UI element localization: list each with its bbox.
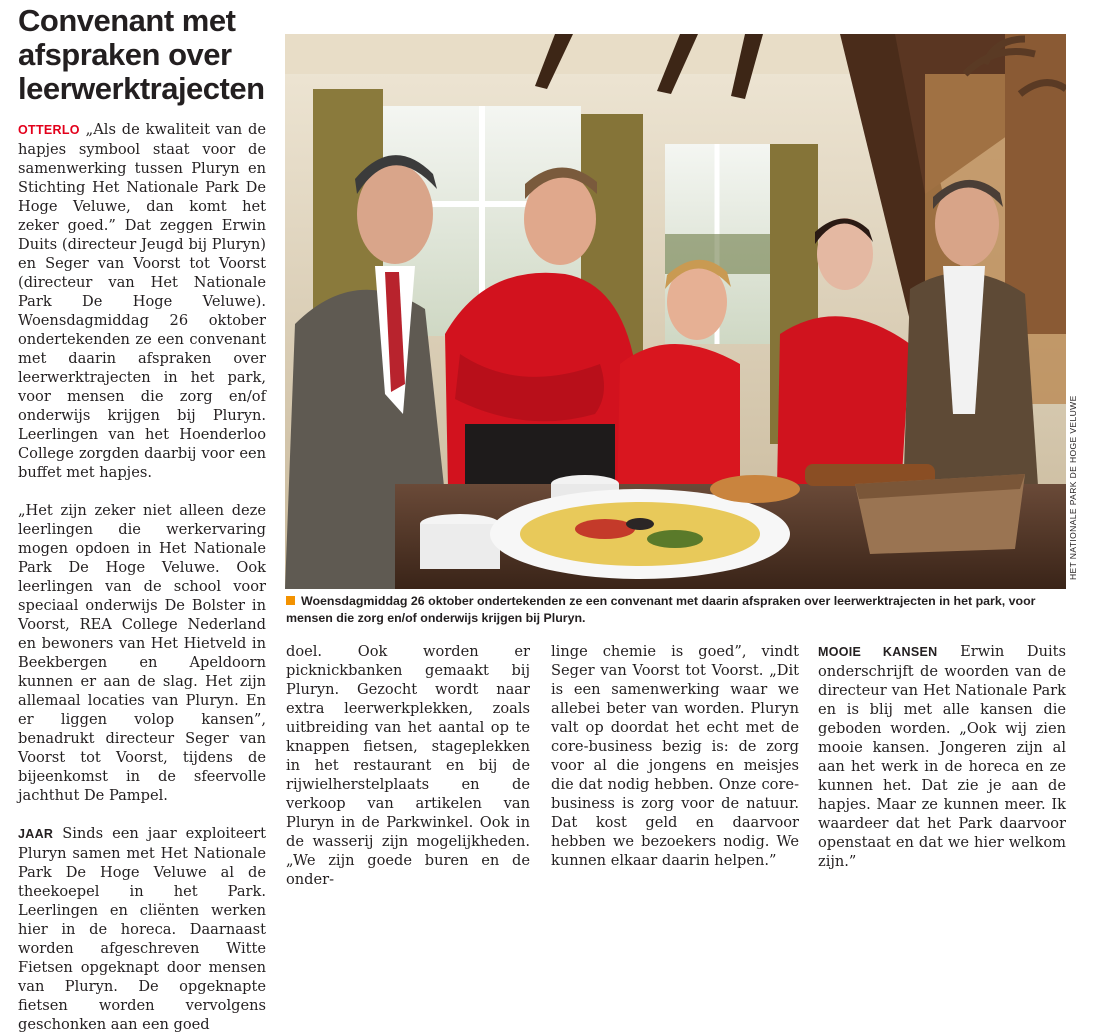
article-column-3 (551, 642, 799, 870)
intro-paragraph (18, 120, 266, 482)
intro-text: „Als de kwaliteit van de hapjes symbool staat voor de samenwerking tussen Pluryn en Stichting Het Nationale Park De Hoge Veluwe, dan komt het zeker goed.” Dat zeggen Erwin Duits (directeur Jeugd bij Pluryn) en Seger van Voorst tot Voorst (directeur van Het Nationale Park De Hoge Veluwe). Woensdagmiddag 26 oktober ondertekenden ze een convenant met daarin afspraken over leerwerktrajecten in het park, voor mensen die zorg en/of onderwijs krijgen bij Pluryn. Leerlingen van het Hoenderloo College zorgden daarbij voor een buffet met hapjes. (18, 121, 266, 481)
caption-square-icon (286, 596, 295, 605)
col3-text: linge chemie is goed”, vindt Seger van Voorst tot Voorst. „Dit is een samenwerking waar we allebei beter van worden. Pluryn valt op doordat het echt met de core-business bezig is: de zorg voor al die jongens en meisjes die dat nodig hebben. Onze core-business is zorg voor de natuur. Dat kost geld en daarvoor hebben we bezoekers nodig. We kunnen elkaar daarin helpen.” (551, 643, 799, 869)
headline: Convenant met afspraken over leerwerktrajecten (18, 3, 265, 106)
article-column-1 (18, 120, 266, 1034)
section-kansen-kicker: MOOIE KANSEN (818, 645, 938, 659)
section-jaar-kicker: JAAR (18, 827, 54, 841)
article-photo (285, 34, 1066, 589)
photo-illustration (285, 34, 1066, 589)
article-column-2 (286, 642, 530, 889)
photo-caption (286, 593, 1046, 627)
section-jaar-text: Sinds een jaar exploiteert Pluryn samen met Het Nationale Park De Hoge Veluwe al de theekoepel in het Park. Leerlingen en cliënten werken hier in de horeca. Daarnaast worden afgeschreven Witte Fietsen opgeknapt door mensen van Pluryn. De opgeknapte fietsen worden vervolgens geschonken aan een goed (18, 825, 266, 1033)
photo-credit: HET NATIONALE PARK DE HOGE VELUWE (1068, 395, 1078, 580)
col2-text: doel. Ook worden er picknickbanken gemaakt bij Pluryn. Gezocht wordt naar extra leerwerkplekken, zoals uitbreiding van het aantal op te knappen fietsen, stageplekken in het restaurant en bij de rijwielherstelplaats en de verkoop van artikelen van Pluryn in de Parkwinkel. Ook in de wasserij zijn mogelijkheden. „We zijn goede buren en de onder- (286, 643, 530, 888)
paragraph-2: „Het zijn zeker niet alleen deze leerlingen die werkervaring mogen opdoen in Het Nationale Park De Hoge Veluwe. Ook leerlingen van de school voor speciaal onderwijs De Bolster in Voorst, REA College Nederland en bewoners van Het Hietveld in Beekbergen en Apeldoorn kunnen er aan de slag. Het zijn allemaal locaties van Pluryn. En er liggen volop kansen”, benadrukt directeur Seger van Voorst tot Voorst, tijdens de bijeenkomst in de sfeervolle jachthut De Pampel. (18, 502, 266, 804)
photo-caption-text: Woensdagmiddag 26 oktober ondertekenden ze een convenant met daarin afspraken over leerwerktrajecten in het park, voor mensen die zorg en/of onderwijs krijgen bij Pluryn. (286, 594, 1036, 625)
section-kansen-text: Erwin Duits onderschrijft de woorden van de directeur van Het Nationale Park en is blij met alle kansen die geboden worden. „Ook wij zien mooie kansen. Jongeren zijn al aan het werk in de horeca en ze kunnen het. Dat zie je aan de hapjes. Maar ze kunnen meer. Ik waardeer dat het Park daarvoor openstaat en dat we hier welkom zijn.” (818, 643, 1066, 870)
section-kansen (818, 642, 1066, 871)
section-jaar (18, 824, 266, 1034)
article-column-4 (818, 642, 1066, 871)
dateline: OTTERLO (18, 123, 80, 137)
